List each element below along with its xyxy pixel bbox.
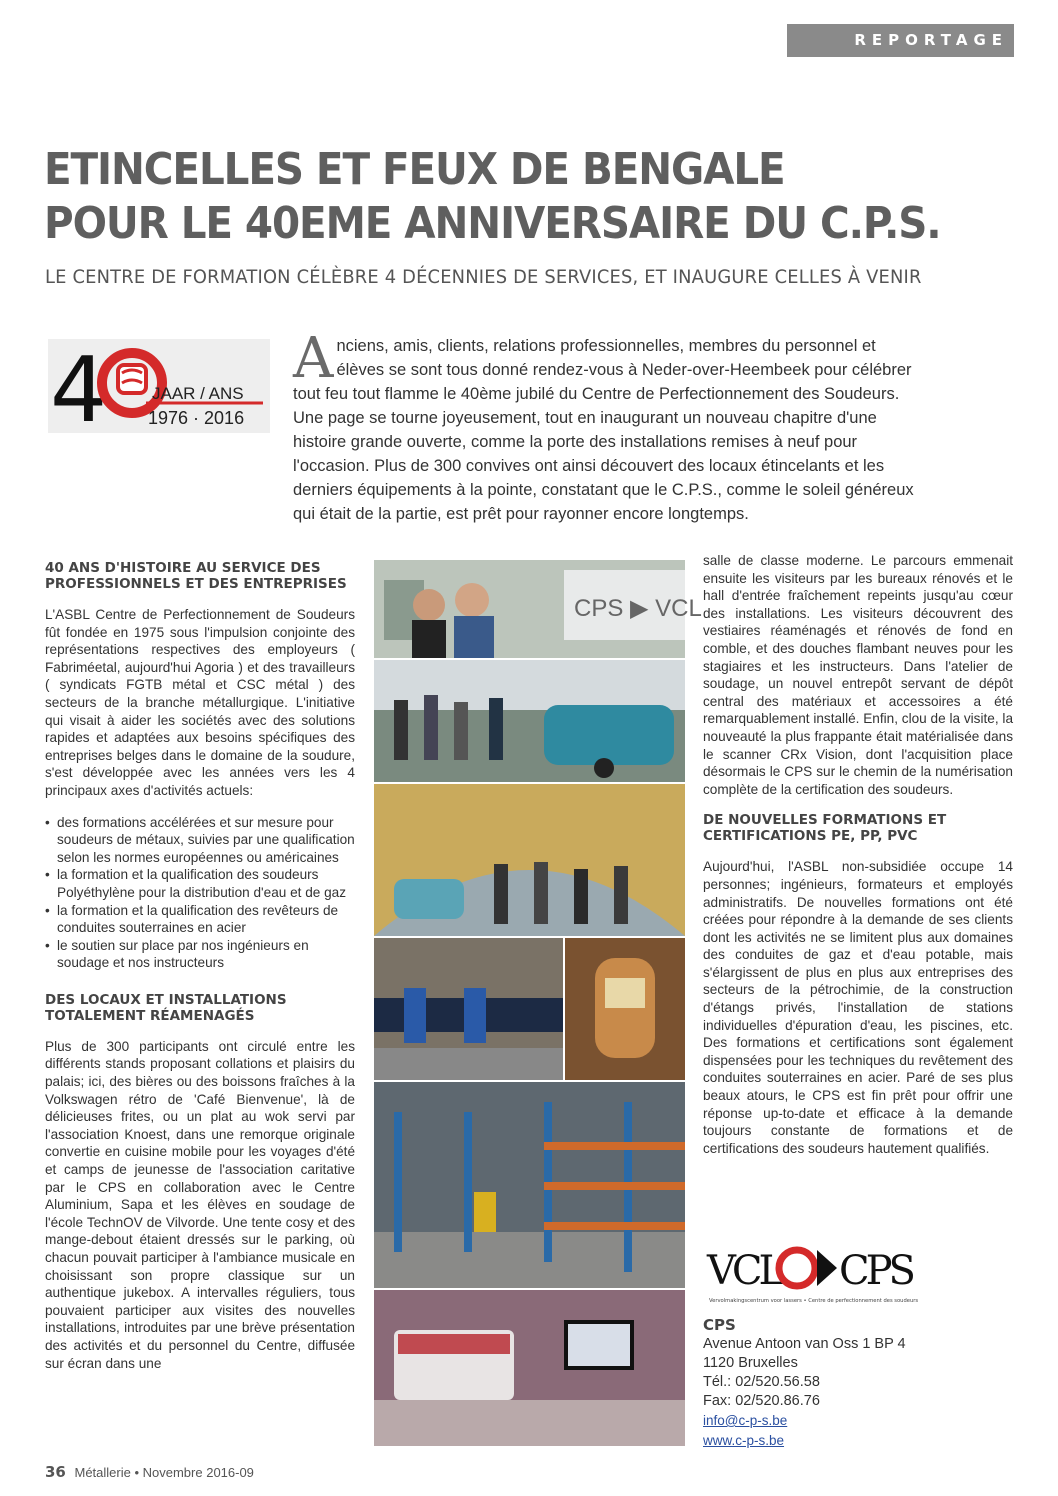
- photo-pipe-welding: [374, 938, 563, 1080]
- contact-city: 1120 Bruxelles: [703, 1355, 798, 1371]
- photo-warehouse: [374, 1082, 685, 1288]
- contact-tel: Tél.: 02/520.56.58: [703, 1374, 820, 1390]
- subheadline: LE CENTRE DE FORMATION CÉLÈBRE 4 DÉCENNIES DE SERVICES, ET INAUGURE CELLES À VENIR: [45, 266, 922, 288]
- page-number: 36: [45, 1463, 66, 1481]
- photo-warehouse-graphic: [374, 1082, 685, 1288]
- right-column: [703, 552, 1013, 1171]
- vcl-cps-logo-graphic: [707, 1238, 919, 1306]
- photo-trailer-graphic: [374, 660, 685, 782]
- anniversary-logo-graphic: [48, 338, 270, 443]
- left-column: [45, 560, 355, 1386]
- right-para-new-trainings: Aujourd'hui, l'ASBL non-subsidiée occupe 14 personnes; ingénieurs, formateurs et employés administratifs. De nouvelles formations ont été créées pour répondre à la demande de ses clients dont les activités ne se limitent plus aux domaines des conduites de gaz et d'eau potable, mais s'élargissent de plus en plus aux entreprises des secteurs de la pétrochimie, de la construction d'étangs privés, l'installation de stations individuelles d'épuration d'eau, les piscines, etc. Des formations et certifications sont également dispensées pour les techniques du revêtement des conduites souterraines en acier. Paré de ses plus beaux atours, le CPS est fin prêt pour offrir une réponse up-to-date et efficace à la demande toujours constante de formations et de certifications des soudeurs hautement qualifiés.: [703, 859, 1013, 1156]
- publication-info: Métallerie • Novembre 2016-09: [74, 1465, 254, 1480]
- logo-years: 1976 · 2016: [148, 408, 245, 428]
- photo-pipe-graphic: [374, 938, 563, 1080]
- logo-cps-text: CPS: [839, 1248, 912, 1294]
- photo-jukebox: [565, 938, 685, 1080]
- svg-text:4: 4: [50, 338, 108, 443]
- right-para-visit: salle de classe moderne. Le parcours emmenait ensuite les visiteurs par les bureaux rénovés et le hall d'entrée fraîchement repeints jusqu'au cœur des installations. Les visiteurs découvrent des vestiaires réaménagés et rénovés de fond en comble, et des douches flambant neuves pour les stagiaires et les instructeurs. Dans l'atelier de soudage, un nouvel entrepôt servant de dépôt central des matériaux et accessoires a été remarquablement installé. Enfin, clou de la visite, la nouveauté la plus frappante était matérialisée dans le scanner CRx Vision, dont l'acquisition place désormais le CPS sur le chemin de la numérisation complète de la certification des soudeurs.: [703, 553, 1013, 797]
- right-heading-new-trainings: DE NOUVELLES FORMATIONS ET CERTIFICATIONS PE, PP, PVC: [703, 812, 947, 845]
- contact-block: [703, 1316, 1003, 1451]
- left-para-history: L'ASBL Centre de Perfectionnement de Soudeurs fût fondée en 1975 sous l'impulsion conjointe des représentations respectives des employeurs ( Fabriméetal, aujourd'hui Agoria ) et des travailleurs ( syndicats FGTB métal et CSC métal ) des secteurs de la branche métallurgique. L'initiative qui visait à aider les sociétés avec des solutions rapides et adaptées aux besoins spécifiques des entreprises belges dans le domaine de la soudure, s'est développée avec les années vers les 4 principaux axes d'activités actuels:: [45, 607, 355, 798]
- left-para-facilities: Plus de 300 participants ont circulé entre les différents stands proposant collations et plaisirs du palais; ici, des bières ou des boissons fraîches à la Volkswagen rétro de 'Café Bienvenue', là de délicieuses frites, ou un plat au wok servi par l'association Knoest, dans une remorque originale convertie en cuisine mobile pour les voyages d'été et camps de jeunesse de l'association caritative par le CPS en collaboration avec le Centre Aluminium, Sapa et les élèves en soudage de l'école TechnOV de Vilvorde. Une tente cosy et des mange-debout étaient dressés sur le parking, où chacun pouvait participer à l'ambiance musicale en choisissant son propre classique sur un authentique jukebox. A intervalles réguliers, tous pouvaient participer aux visites des nouvelles installations, introduites par une brève présentation des activités et du personnel du Centre, diffusée sur écran dans une: [45, 1038, 355, 1371]
- left-heading-facilities: DES LOCAUX ET INSTALLATIONS TOTALEMENT RÉAMENAGÉS: [45, 991, 287, 1024]
- contact-website-link[interactable]: www.c-p-s.be: [703, 1433, 785, 1448]
- dropcap: A: [293, 326, 334, 391]
- photo-collage: [374, 560, 702, 1446]
- photo-tent-vw-bus: [374, 784, 685, 936]
- logo-jaar-ans: JAAR / ANS: [152, 384, 244, 403]
- photo-guests-graphic: [374, 560, 702, 658]
- logo-tagline: Vervolmakingscentrum voor lassers • Centre de perfectionnement des soudeurs: [709, 1298, 919, 1304]
- list-item: • le soutien sur place par nos ingénieurs en soudage et nos instructeurs: [45, 937, 355, 972]
- section-tag: REPORTAGE: [787, 24, 1014, 57]
- svg-text:CPS ▶ VCL: CPS ▶ VCL: [574, 595, 702, 622]
- anniversary-logo: [48, 338, 270, 443]
- photo-tent-graphic: [374, 784, 685, 936]
- list-item: • la formation et la qualification des revêteurs de conduites souterraines en acier: [45, 902, 355, 937]
- intro-paragraph: [293, 326, 918, 526]
- photo-crx-scanner: [374, 1290, 685, 1446]
- logo-vcl-text: VCL: [707, 1248, 782, 1294]
- contact-name: CPS: [703, 1316, 736, 1334]
- photo-guests-building: [374, 560, 702, 658]
- photo-scanner-graphic: [374, 1290, 685, 1446]
- contact-fax: Fax: 02/520.86.76: [703, 1393, 820, 1409]
- photo-jukebox-graphic: [565, 938, 685, 1080]
- vcl-cps-logo: [707, 1238, 919, 1306]
- headline-line-1: ETINCELLES ET FEUX DE BENGALE: [44, 144, 785, 195]
- page-footer: [45, 1463, 254, 1481]
- contact-address: Avenue Antoon van Oss 1 BP 4: [703, 1336, 906, 1352]
- left-heading-history: 40 ANS D'HISTOIRE AU SERVICE DES PROFESSIONNELS ET DES ENTREPRISES: [45, 560, 347, 592]
- headline-line-2: POUR LE 40EME ANNIVERSAIRE DU C.P.S.: [44, 198, 941, 249]
- headline: [44, 143, 946, 251]
- activity-list: [45, 814, 355, 972]
- contact-email-link[interactable]: info@c-p-s.be: [703, 1413, 788, 1428]
- list-item: • la formation et la qualification des soudeurs Polyéthylène pour la distribution d'eau et de gaz: [45, 866, 355, 901]
- photo-food-trailer: [374, 660, 685, 782]
- intro-text: nciens, amis, clients, relations professionnelles, membres du personnel et élèves se sont tous donné rendez-vous à Neder-over-Heembeek pour célébrer tout feu tout flamme le 40ème jubilé du Centre de Perfectionnement des Soudeurs. Une page se tourne joyeusement, tout en inaugurant un nouveau chapitre d'une histoire grande ouverte, comme la porte des installations remises à neuf pour l'occasion. Plus de 300 convives ont ainsi découvert des locaux étincelants et les derniers équipements à la pointe, constatant que le C.P.S., comme le soleil généreux qui était de la partie, est prêt pour rayonner encore longtemps.: [293, 337, 914, 523]
- list-item: • des formations accélérées et sur mesure pour soudeurs de métaux, suivies par une qualification selon les normes européennes ou américaines: [45, 814, 355, 867]
